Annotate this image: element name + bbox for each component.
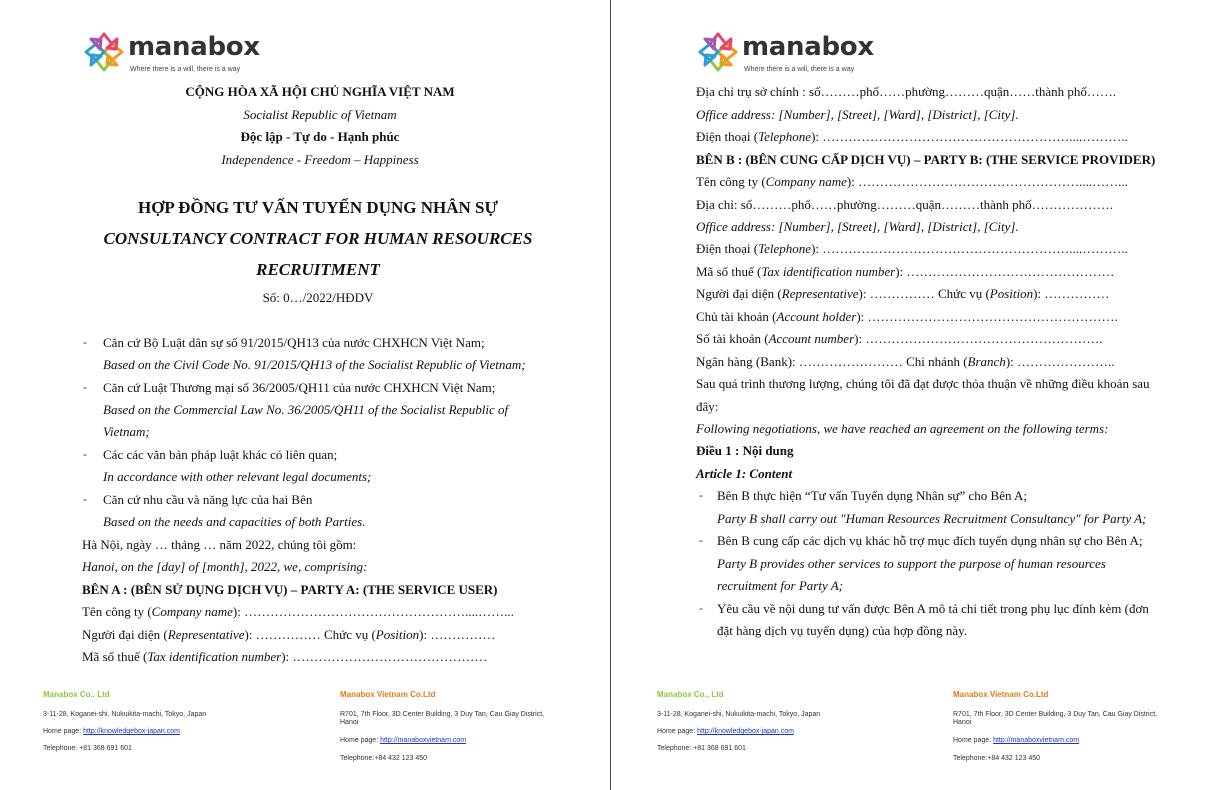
footer-jp-address: 3-11-28, Koganei-shi, Nukuikita-machi, Tokyo, Japan	[43, 711, 207, 718]
article-1-item-3-vn-line2: đặt hàng dịch vụ tuyển dụng) của hợp đồng này.	[717, 623, 968, 638]
negotiation-en: Following negotiations, we have reached an agreement on the following terms:	[696, 421, 1109, 436]
brand-tagline: Where there is a will, there is a way	[130, 66, 241, 73]
party-b-tax-field[interactable]: Mã số thuế (Tax identification number): …………………………………………	[696, 264, 1115, 279]
field-label-en: Company name	[151, 604, 233, 619]
basis-2-en-line1: Based on the Commercial Law No. 36/2005/QH11 of the Socialist Republic of	[103, 402, 509, 417]
field-label-en: Position	[375, 627, 420, 642]
footer-vn-telephone: Telephone:+84 432 123 450	[340, 755, 427, 762]
footer-jp-address: 3-11-28, Koganei-shi, Nukuikita-machi, Tokyo, Japan	[657, 711, 821, 718]
manabox-flower-logo-icon	[82, 30, 126, 76]
party-b-telephone-field[interactable]: Điện thoại (Telephone): …………………………………………………....………..	[696, 241, 1128, 256]
contract-number: Số: 0…/2022/HĐDV	[262, 290, 374, 305]
footer-vn-link[interactable]: http://manaboxvietnam.com	[380, 737, 467, 744]
basis-4-vn: Căn cứ nhu cầu và năng lực của hai Bên	[103, 492, 313, 507]
article-1-item-2-vn: Bên B cung cấp các dịch vụ khác hỗ trợ mục đích tuyển dụng nhân sự cho Bên A;	[717, 533, 1143, 548]
manabox-flower-logo-icon	[696, 30, 740, 76]
footer-jp-company: Manabox Co., Ltd	[657, 690, 724, 699]
negotiation-vn-line1: Sau quá trình thương lượng, chúng tôi đã đạt được thỏa thuận về những điều khoản sau	[696, 376, 1150, 391]
basis-1-en: Based on the Civil Code No. 91/2015/QH13 of the Socialist Republic of Vietnam;	[103, 357, 526, 372]
footer-jp-link[interactable]: http://knowledgebox-japan.com	[697, 728, 794, 735]
party-b-company-field[interactable]: Tên công ty (Company name): ……………………………………………....……...	[696, 174, 1128, 189]
party-a-address-en: Office address: [Number], [Street], [Ward], [District], [City].	[696, 107, 1019, 122]
contract-title-en-line2: RECRUITMENT	[256, 260, 380, 279]
bullet-dash: -	[699, 533, 703, 547]
article-1-item-2-en-line2: recruitment for Party A;	[717, 578, 844, 593]
basis-3-en: In accordance with other relevant legal documents;	[103, 469, 372, 484]
party-a-heading: BÊN A : (BÊN SỬ DỤNG DỊCH VỤ) – PARTY A: (THE SERVICE USER)	[82, 582, 498, 597]
bullet-dash: -	[83, 335, 87, 349]
footer-vn-address-line1: R701, 7th Floor, 3D Center Building, 3 Duy Tan, Cau Giay District,	[340, 711, 545, 718]
footer-jp-link[interactable]: http://knowledgebox-japan.com	[83, 728, 180, 735]
bullet-dash: -	[83, 380, 87, 394]
basis-2-en-line2: Vietnam;	[103, 424, 150, 439]
party-b-account-number-field[interactable]: Số tài khoản (Account number): ……………………………………………….	[696, 331, 1103, 346]
contract-title-vn: HỢP ĐỒNG TƯ VẤN TUYỂN DỤNG NHÂN SỰ	[137, 198, 499, 217]
party-a-tax-field[interactable]	[82, 649, 487, 665]
party-b-bank-field[interactable]: Ngân hàng (Bank): …………………… Chi nhánh (Branch): …………………..	[696, 354, 1115, 369]
footer-jp-company: Manabox Co., Ltd	[43, 690, 110, 699]
article-1-item-2-en-line1: Party B provides other services to support the purpose of human resources	[717, 556, 1106, 571]
field-blank: ): ……………………………………………....……...	[232, 604, 514, 619]
motto-en: Independence - Freedom – Happiness	[221, 152, 419, 167]
field-label-en: Representative	[167, 627, 245, 642]
footer-vn-address-line2: Hanoi	[340, 719, 359, 726]
article-1-item-3-vn-line1: Yêu cầu về nội dung tư vấn được Bên A mô tả chi tiết trong phụ lục đính kèm (đơn	[717, 601, 1149, 616]
bullet-dash: -	[83, 492, 87, 506]
party-b-heading: BÊN B : (BÊN CUNG CẤP DỊCH VỤ) – PARTY B: (THE SERVICE PROVIDER)	[696, 152, 1156, 167]
basis-4-en: Based on the needs and capacities of both Parties.	[103, 514, 366, 529]
contract-page-2	[611, 0, 1220, 790]
footer-vn-company: Manabox Vietnam Co.Ltd	[340, 690, 436, 699]
date-line-vn: Hà Nội, ngày … tháng … năm 2022, chúng tôi gồm:	[82, 537, 357, 552]
field-label: Người đại diện (	[82, 627, 168, 642]
footer-vn-address-line1: R701, 7th Floor, 3D Center Building, 3 Duy Tan, Cau Giay District,	[953, 711, 1158, 718]
party-b-address-en: Office address: [Number], [Street], [Ward], [District], [City].	[696, 219, 1019, 234]
field-blank: ): ………………………………………	[281, 649, 488, 664]
date-line-en: Hanoi, on the [day] of [month], 2022, we, comprising:	[82, 559, 368, 574]
article-1-item-1-vn: Bên B thực hiện “Tư vấn Tuyển dụng Nhân sự” cho Bên A;	[717, 488, 1027, 503]
footer-jp-homepage: Home page: http://knowledgebox-japan.com	[657, 728, 794, 735]
basis-2-vn: Căn cứ Luật Thương mại số 36/2005/QH11 của nước CHXHCN Việt Nam;	[103, 380, 496, 395]
negotiation-vn-line2: đây:	[696, 399, 719, 414]
footer-jp-telephone: Telephone: +81 368 691 601	[43, 745, 132, 752]
footer-vn-link[interactable]: http://manaboxvietnam.com	[993, 737, 1080, 744]
field-label-en: Tax identification number	[147, 649, 282, 664]
basis-1-vn: Căn cứ Bộ Luật dân sự số 91/2015/QH13 của nước CHXHCN Việt Nam;	[103, 335, 485, 350]
contract-title-en-line1: CONSULTANCY CONTRACT FOR HUMAN RESOURCES	[103, 229, 533, 248]
footer-vn-address-line2: Hanoi	[953, 719, 972, 726]
party-a-address-vn: Địa chỉ trụ sở chính : số………phố……phường………quận……thành phố…….	[696, 84, 1117, 99]
article-1-item-1-en: Party B shall carry out "Human Resources Recruitment Consultancy" for Party A;	[717, 511, 1147, 526]
footer-jp-homepage: Home page: http://knowledgebox-japan.com	[43, 728, 180, 735]
field-label: Mã số thuế (	[82, 649, 148, 664]
article-1-heading-en: Article 1: Content	[696, 466, 793, 481]
party-b-address-vn: Địa chỉ: số………phố……phường………quận………thành phố……………….	[696, 197, 1113, 212]
brand-tagline: Where there is a will, there is a way	[744, 66, 855, 73]
footer-jp-telephone: Telephone: +81 368 691 601	[657, 745, 746, 752]
footer-vn-telephone: Telephone:+84 432 123 450	[953, 755, 1040, 762]
state-name-en: Socialist Republic of Vietnam	[243, 107, 397, 122]
brand-name: manabox	[742, 32, 874, 62]
bullet-dash: -	[699, 601, 703, 615]
motto-vn: Độc lập - Tự do - Hạnh phúc	[240, 129, 400, 144]
party-a-company-field[interactable]	[82, 604, 514, 620]
party-a-representative-field[interactable]	[82, 627, 495, 643]
field-label: Tên công ty (	[82, 604, 152, 619]
bullet-dash: -	[699, 488, 703, 502]
field-blank: ): ……………	[419, 627, 496, 642]
field-blank: ): …………… Chức vụ (	[244, 627, 376, 642]
article-1-heading-vn: Điều 1 : Nội dung	[696, 443, 794, 458]
party-b-representative-field[interactable]: Người đại diện (Representative): …………… Chức vụ (Position): ……………	[696, 286, 1110, 301]
state-name-vn: CỘNG HÒA XÃ HỘI CHỦ NGHĨA VIỆT NAM	[185, 84, 455, 99]
basis-3-vn: Các các văn bản pháp luật khác có liên quan;	[103, 447, 338, 462]
party-b-account-holder-field[interactable]: Chủ tài khoản (Account holder): ………………………………………………….	[696, 309, 1118, 324]
bullet-dash: -	[83, 447, 87, 461]
footer-vn-homepage: Home page: http://manaboxvietnam.com	[953, 737, 1080, 744]
party-a-telephone-field[interactable]: Điện thoại (Telephone): …………………………………………………....………..	[696, 129, 1128, 144]
footer-vn-homepage: Home page: http://manaboxvietnam.com	[340, 737, 467, 744]
brand-name: manabox	[128, 32, 260, 62]
footer-vn-company: Manabox Vietnam Co.Ltd	[953, 690, 1049, 699]
